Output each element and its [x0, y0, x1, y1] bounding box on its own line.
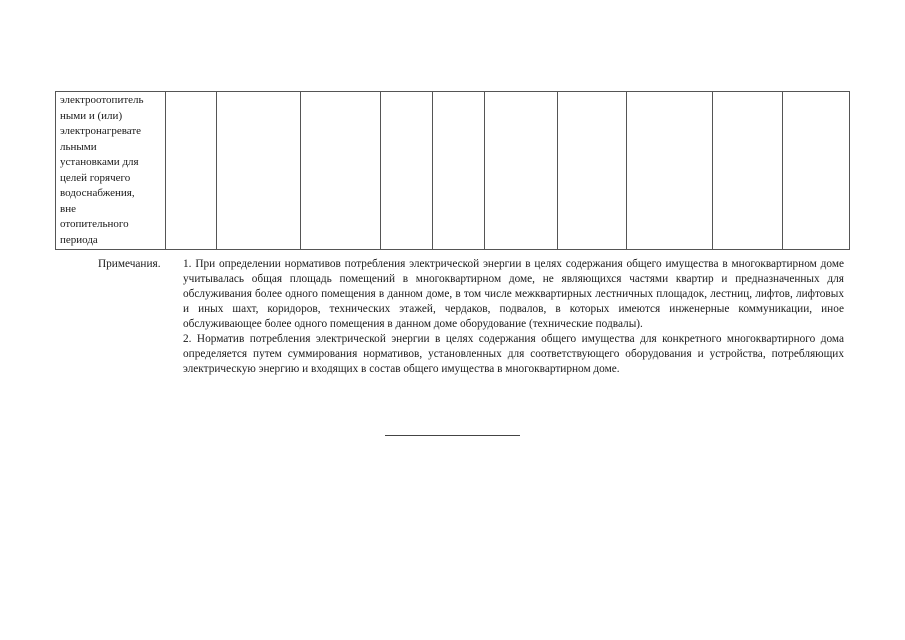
note-2: 2. Норматив потребления электрической энергии в целях содержания общего имущества для конкретного многоквартирного дома определяется путем суммирования нормативов, установленных для соответствующего оборудования и устройства, потребляющих электрическую энергию и входящих в состав общего имущества в многоквартирном доме. [183, 333, 844, 375]
table-cell [558, 92, 627, 250]
table-cell [783, 92, 850, 250]
table-cell [217, 92, 301, 250]
notes-section [98, 257, 844, 377]
normative-table [55, 91, 850, 250]
table-cell [433, 92, 485, 250]
table-cell [485, 92, 558, 250]
table-cell [713, 92, 783, 250]
table-cell [301, 92, 381, 250]
separator-line [385, 435, 520, 436]
table-cell [627, 92, 713, 250]
table-cell [381, 92, 433, 250]
table-row [56, 92, 850, 250]
note-1: 1. При определении нормативов потребления электрической энергии в целях содержания общего имущества в многоквартирном доме учитывалась общая площадь помещений в многоквартирном доме, не являющихся частями квартир и предназначенных для обслуживания более одного помещения в данном доме, в том числе межквартирных лестничных площадок, лестниц, лифтов, лифтовых и иных шахт, коридоров, технических этажей, чердаков, подвалов, в которых имеются инженерные коммуникации, иное обслуживающее более одного помещения в данном доме оборудование (технические подвалы). [183, 258, 844, 330]
row-label-cell: электроотопитель ными и (или) электронагревате льными установками для целей горячего водоснабжения, вне отопительного периода [56, 92, 166, 250]
notes-title: Примечания. [98, 258, 161, 270]
table-cell [166, 92, 217, 250]
